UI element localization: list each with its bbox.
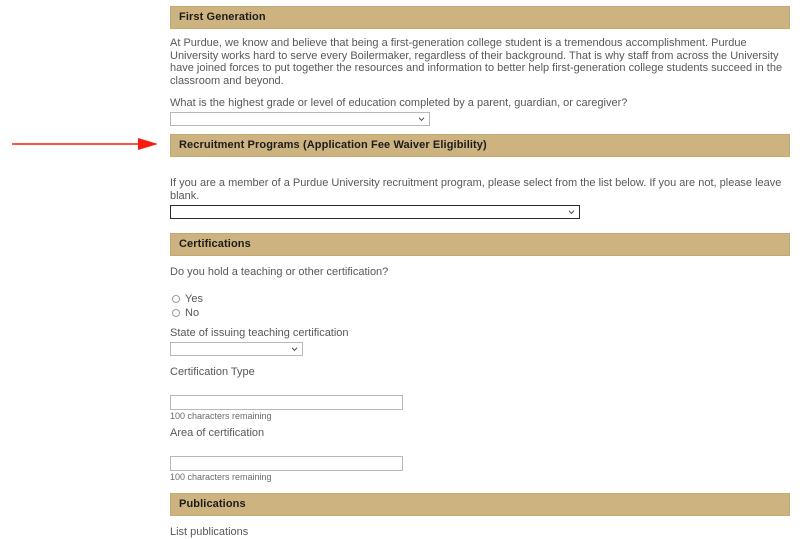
recruitment-program-select[interactable] [170,205,580,219]
list-publications-label: List publications [170,526,249,539]
radio-option-yes-label: Yes [185,293,203,306]
certification-type-label: Certification Type [170,366,255,379]
first-generation-paragraph: At Purdue, we know and believe that being a first-generation college student is a tremendous accomplishment. Purdue University works hard to serve every Boilermaker, regardless of their background. That is why staff from across the University have joined forces to put together the resources and information to better help first-generation college students succeed in the classroom and beyond. [170,37,783,87]
application-form-column [170,0,790,539]
area-of-certification-char-counter: 100 characters remaining [170,472,272,483]
radio-option-no-label: No [185,307,200,320]
education-level-question-label: What is the highest grade or level of education completed by a parent, guardian, or caregiver? [170,97,628,110]
area-of-certification-input[interactable] [170,456,403,471]
recruitment-program-instruction-label: If you are a member of a Purdue University recruitment program, please select from the list below. If you are not, please leave blank. [170,177,782,203]
certification-question-label: Do you hold a teaching or other certification? [170,266,389,279]
chevron-down-icon [291,346,298,353]
radio-icon[interactable] [172,295,180,303]
red-arrow-annotation [10,134,160,154]
area-of-certification-label: Area of certification [170,427,265,440]
state-of-issuing-certification-select[interactable] [170,342,303,356]
section-header-publications: Publications [170,493,790,516]
certification-radio-group [170,293,790,319]
radio-icon[interactable] [172,309,180,317]
chevron-down-icon [418,116,425,123]
chevron-down-icon [568,209,575,216]
section-header-first-generation: First Generation [170,6,790,29]
section-header-recruitment-programs: Recruitment Programs (Application Fee Waiver Eligibility) [170,134,790,157]
certification-type-input[interactable] [170,395,403,410]
certification-type-char-counter: 100 characters remaining [170,411,272,422]
radio-option-no[interactable] [170,307,790,319]
section-header-certifications: Certifications [170,233,790,256]
education-level-select[interactable] [170,112,430,126]
radio-option-yes[interactable] [170,293,790,305]
state-of-issuing-certification-label: State of issuing teaching certification [170,327,349,340]
